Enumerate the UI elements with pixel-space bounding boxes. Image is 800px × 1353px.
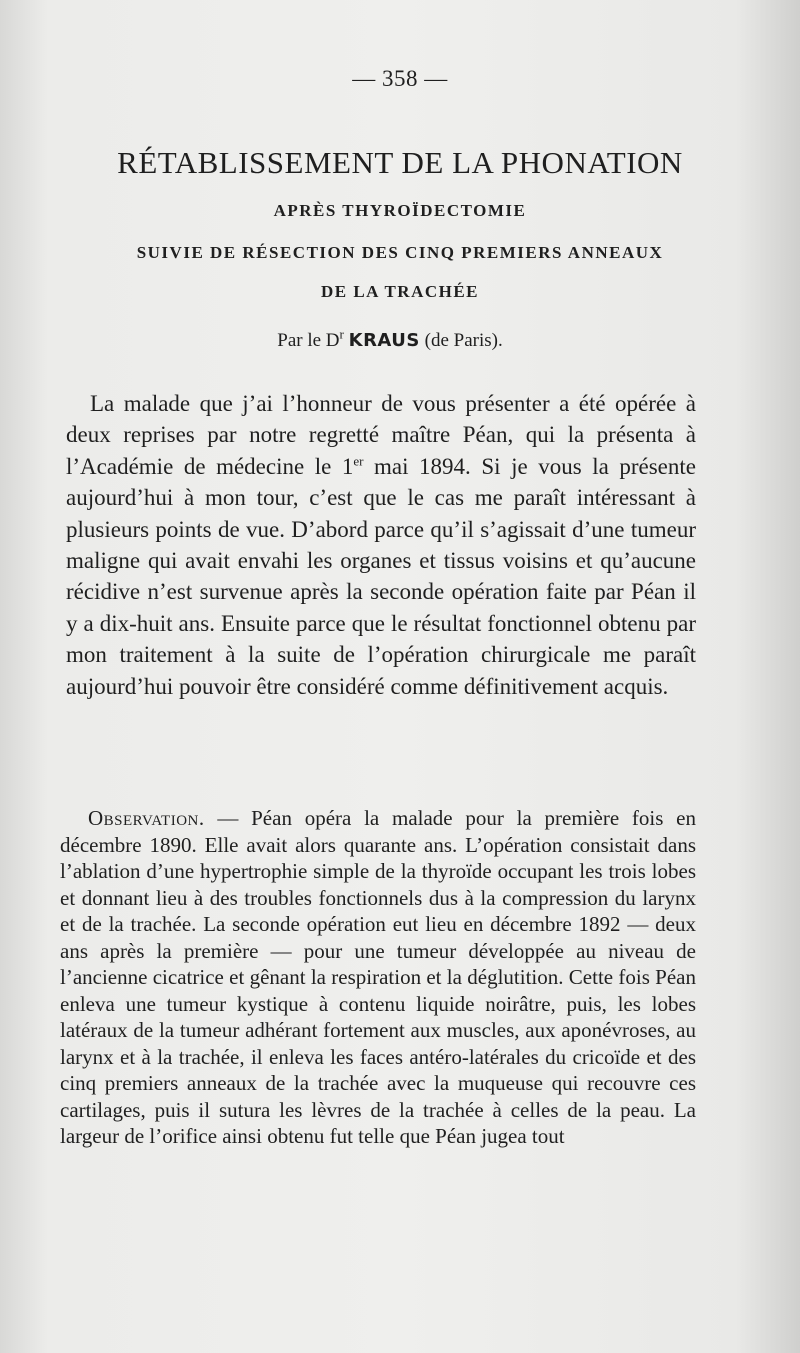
observation-label: Observation.	[88, 806, 205, 830]
intro-text-end: mai 1894. Si je vous la présente aujourd’hui à mon tour, c’est que le cas me paraît intéressant à plusieurs points de vue. D’abord parce qu’il s’agissait d’une tumeur maligne qui avait envahi les organes et tissus voisins et qu’aucune récidive n’est survenue après la seconde opération faite par Péan il y a dix-huit ans. Ensuite parce que le résultat fonctionnel obtenu par mon traitement à la suite de l’opération chirurgicale me paraît aujourd’hui pouvoir être considéré comme définitivement acquis.	[66, 453, 696, 699]
subtitle-line-3: DE LA TRACHÉE	[320, 282, 480, 301]
article-title: RÉTABLISSEMENT DE LA PHONATION	[117, 145, 683, 180]
page-number: — 358 —	[352, 66, 448, 91]
author-line	[0, 326, 780, 352]
observation-paragraph	[60, 805, 696, 1150]
author-suffix: (de Paris).	[424, 330, 503, 351]
intro-paragraph	[66, 388, 696, 702]
subtitle-line-1: APRÈS THYROÏDECTOMIE	[273, 201, 527, 220]
author-name: KRAUS	[348, 330, 420, 351]
author-prefix: Par le D	[277, 330, 340, 351]
intro-ordinal-sup: er	[353, 453, 364, 469]
author-prefix-sup: r	[339, 326, 344, 342]
observation-text: — Péan opéra la malade pour la première fois en décembre 1890. Elle avait alors quarante ans. L’opération consistait dans l’ablation d’une hypertrophie simple de la thyroïde occupant les trois lobes et donnant lieu à des troubles fonctionnels dus à la compression du larynx et de la trachée. La seconde opération eut lieu en décembre 1892 — deux ans après la première — pour une tumeur développée au niveau de l’ancienne cicatrice et gênant la respiration et la déglutition. Cette fois Péan enleva une tumeur kystique à contenu liquide noirâtre, puis, les lobes latéraux de la tumeur adhérant fortement aux muscles, aux aponévroses, au larynx et à la trachée, il enleva les faces antéro-latérales du cricoïde et des cinq premiers anneaux de la trachée avec la muqueuse qui recouvre ces cartilages, puis il sutura les lèvres de la trachée à celles de la peau. La largeur de l’orifice ainsi obtenu fut telle que Péan jugea tout	[60, 806, 696, 1148]
intro-text-start: La malade que j’ai l’honneur de vous présenter a été opérée à deux reprises par notre regretté maître Péan, qui la présenta à l’Académie de médecine le 1	[66, 391, 696, 479]
subtitle-line-2: SUIVIE DE RÉSECTION DES CINQ PREMIERS ANNEAUX	[136, 243, 664, 262]
